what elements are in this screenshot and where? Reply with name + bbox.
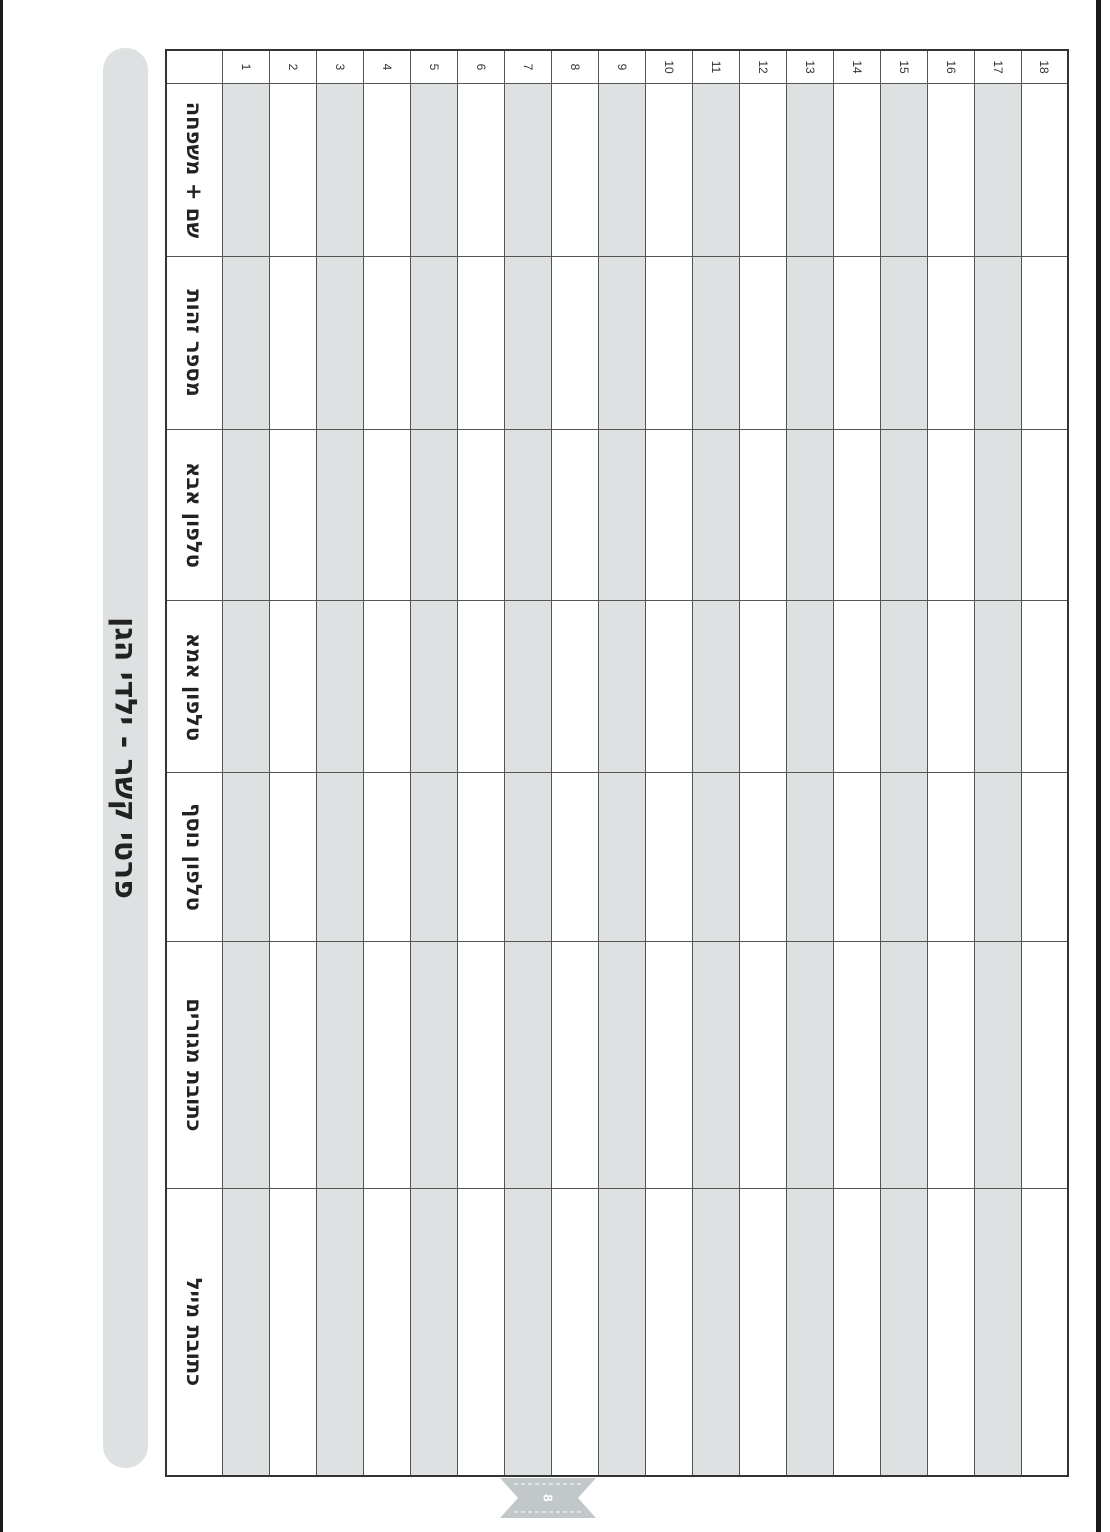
row-number: 13 <box>802 60 817 74</box>
entry-cell[interactable] <box>1021 773 1068 942</box>
row-number-cell <box>1021 50 1068 84</box>
entry-cell[interactable] <box>1021 601 1068 773</box>
row-number-cell <box>504 50 551 84</box>
entry-cell[interactable] <box>739 257 786 430</box>
entry-cell[interactable] <box>363 257 410 430</box>
row-number: 1 <box>238 63 253 71</box>
entry-cell[interactable] <box>504 942 551 1189</box>
row-number-cell <box>551 50 598 84</box>
row-number-cell <box>786 50 833 84</box>
entry-cell[interactable] <box>551 430 598 601</box>
entry-cell[interactable] <box>880 601 927 773</box>
page-number: 8 <box>540 1494 556 1502</box>
entry-cell[interactable] <box>598 1189 645 1477</box>
entry-cell[interactable] <box>363 773 410 942</box>
column-header-cell <box>166 942 222 1189</box>
entry-cell[interactable] <box>269 601 316 773</box>
entry-cell[interactable] <box>457 942 504 1189</box>
entry-cell[interactable] <box>410 1189 457 1477</box>
entry-cell[interactable] <box>457 84 504 257</box>
entry-cell[interactable] <box>833 942 880 1189</box>
entry-cell[interactable] <box>363 1189 410 1477</box>
entry-cell[interactable] <box>692 942 739 1189</box>
entry-cell[interactable] <box>410 942 457 1189</box>
entry-cell[interactable] <box>316 601 363 773</box>
row-number: 17 <box>990 60 1005 74</box>
entry-cell[interactable] <box>645 942 692 1189</box>
entry-cell[interactable] <box>457 257 504 430</box>
row-number-cell <box>410 50 457 84</box>
entry-cell[interactable] <box>1021 430 1068 601</box>
entry-cell[interactable] <box>739 430 786 601</box>
contact-table-wrapper <box>165 49 1067 1467</box>
row-number: 8 <box>567 63 582 71</box>
entry-cell[interactable] <box>739 773 786 942</box>
column-header-cell <box>166 1189 222 1477</box>
entry-cell[interactable] <box>692 601 739 773</box>
entry-cell[interactable] <box>269 84 316 257</box>
entry-cell[interactable] <box>692 1189 739 1477</box>
entry-cell[interactable] <box>551 1189 598 1477</box>
entry-cell[interactable] <box>974 84 1021 257</box>
entry-cell[interactable] <box>833 1189 880 1477</box>
row-number: 10 <box>661 60 676 74</box>
entry-cell[interactable] <box>833 430 880 601</box>
row-number: 14 <box>849 60 864 74</box>
entry-cell[interactable] <box>786 601 833 773</box>
entry-cell[interactable] <box>457 430 504 601</box>
row-number-strip <box>166 50 1068 84</box>
entry-cell[interactable] <box>504 257 551 430</box>
row-number: 4 <box>379 63 394 71</box>
entry-cell[interactable] <box>833 257 880 430</box>
entry-cell[interactable] <box>692 773 739 942</box>
column-header-cell <box>166 773 222 942</box>
entry-cell[interactable] <box>598 430 645 601</box>
entry-cell[interactable] <box>222 430 269 601</box>
column-header-cell <box>166 430 222 601</box>
entry-cell[interactable] <box>927 257 974 430</box>
entry-cell[interactable] <box>504 601 551 773</box>
entry-cell[interactable] <box>551 942 598 1189</box>
entry-cell[interactable] <box>645 1189 692 1477</box>
entry-cell[interactable] <box>645 601 692 773</box>
row-number-cell <box>457 50 504 84</box>
row-number-cell <box>645 50 692 84</box>
entry-cell[interactable] <box>786 942 833 1189</box>
entry-cell[interactable] <box>833 773 880 942</box>
entry-cell[interactable] <box>269 942 316 1189</box>
entry-cell[interactable] <box>363 601 410 773</box>
entry-cell[interactable] <box>974 601 1021 773</box>
entry-cell[interactable] <box>927 601 974 773</box>
field-row <box>166 257 1068 430</box>
entry-cell[interactable] <box>410 84 457 257</box>
entry-cell[interactable] <box>927 84 974 257</box>
row-number-cell <box>880 50 927 84</box>
entry-cell[interactable] <box>786 84 833 257</box>
entry-cell[interactable] <box>880 773 927 942</box>
entry-cell[interactable] <box>222 257 269 430</box>
entry-cell[interactable] <box>551 257 598 430</box>
entry-cell[interactable] <box>504 430 551 601</box>
row-number-cell <box>833 50 880 84</box>
entry-cell[interactable] <box>833 84 880 257</box>
entry-cell[interactable] <box>598 773 645 942</box>
entry-cell[interactable] <box>504 84 551 257</box>
row-number: 3 <box>332 63 347 71</box>
contact-table <box>165 49 1069 1477</box>
entry-cell[interactable] <box>927 942 974 1189</box>
entry-cell[interactable] <box>316 257 363 430</box>
entry-cell[interactable] <box>786 773 833 942</box>
entry-cell[interactable] <box>222 773 269 942</box>
field-row <box>166 942 1068 1189</box>
page-right-border <box>1096 0 1101 1532</box>
entry-cell[interactable] <box>457 601 504 773</box>
row-number: 2 <box>285 63 300 71</box>
entry-cell[interactable] <box>786 430 833 601</box>
entry-cell[interactable] <box>457 1189 504 1477</box>
entry-cell[interactable] <box>739 84 786 257</box>
row-number-cell <box>974 50 1021 84</box>
entry-cell[interactable] <box>927 430 974 601</box>
page-title: פרטי קשר - ילדי הגן <box>107 617 143 899</box>
entry-cell[interactable] <box>974 257 1021 430</box>
entry-cell[interactable] <box>645 773 692 942</box>
column-header-label: כתובת מייל <box>182 1277 207 1387</box>
entry-cell[interactable] <box>457 773 504 942</box>
row-number: 18 <box>1037 60 1052 74</box>
entry-cell[interactable] <box>551 84 598 257</box>
corner-cell <box>166 50 222 84</box>
entry-cell[interactable] <box>222 1189 269 1477</box>
entry-cell[interactable] <box>363 84 410 257</box>
entry-cell[interactable] <box>927 1189 974 1477</box>
entry-cell[interactable] <box>410 773 457 942</box>
entry-cell[interactable] <box>1021 257 1068 430</box>
entry-cell[interactable] <box>974 773 1021 942</box>
column-header-cell <box>166 84 222 257</box>
entry-cell[interactable] <box>410 430 457 601</box>
entry-cell[interactable] <box>645 257 692 430</box>
entry-cell[interactable] <box>1021 1189 1068 1477</box>
entry-cell[interactable] <box>786 257 833 430</box>
entry-cell[interactable] <box>316 773 363 942</box>
page-left-border <box>0 0 3 1532</box>
entry-cell[interactable] <box>269 430 316 601</box>
row-number-cell <box>222 50 269 84</box>
entry-cell[interactable] <box>739 1189 786 1477</box>
column-header-label: טלפון אמא <box>182 632 207 741</box>
entry-cell[interactable] <box>645 430 692 601</box>
entry-cell[interactable] <box>598 601 645 773</box>
field-row <box>166 601 1068 773</box>
entry-cell[interactable] <box>551 601 598 773</box>
entry-cell[interactable] <box>598 942 645 1189</box>
entry-cell[interactable] <box>880 257 927 430</box>
row-number-cell <box>363 50 410 84</box>
column-header-label: טלפון נוסף <box>182 803 207 911</box>
column-header-label: כתובת מגורים <box>182 998 207 1132</box>
row-number: 12 <box>755 60 770 74</box>
entry-cell[interactable] <box>927 773 974 942</box>
entry-cell[interactable] <box>739 942 786 1189</box>
row-number: 7 <box>520 63 535 71</box>
entry-cell[interactable] <box>222 84 269 257</box>
row-number: 16 <box>943 60 958 74</box>
row-number-cell <box>927 50 974 84</box>
row-number-cell <box>692 50 739 84</box>
entry-cell[interactable] <box>880 1189 927 1477</box>
row-number-cell <box>598 50 645 84</box>
entry-cell[interactable] <box>598 257 645 430</box>
row-number: 9 <box>614 63 629 71</box>
field-row <box>166 1189 1068 1477</box>
entry-cell[interactable] <box>974 430 1021 601</box>
entry-cell[interactable] <box>316 942 363 1189</box>
row-number: 5 <box>426 63 441 71</box>
entry-cell[interactable] <box>833 601 880 773</box>
entry-cell[interactable] <box>692 84 739 257</box>
row-number: 15 <box>896 60 911 74</box>
column-header-cell <box>166 601 222 773</box>
field-row <box>166 430 1068 601</box>
entry-cell[interactable] <box>222 942 269 1189</box>
entry-cell[interactable] <box>974 942 1021 1189</box>
entry-cell[interactable] <box>1021 84 1068 257</box>
entry-cell[interactable] <box>551 773 598 942</box>
entry-cell[interactable] <box>316 430 363 601</box>
row-number-cell <box>739 50 786 84</box>
entry-cell[interactable] <box>269 257 316 430</box>
entry-cell[interactable] <box>880 942 927 1189</box>
entry-cell[interactable] <box>645 84 692 257</box>
entry-cell[interactable] <box>692 257 739 430</box>
entry-cell[interactable] <box>504 773 551 942</box>
entry-cell[interactable] <box>786 1189 833 1477</box>
column-header-label: שם + משפחה <box>182 101 207 239</box>
entry-cell[interactable] <box>880 430 927 601</box>
entry-cell[interactable] <box>598 84 645 257</box>
entry-cell[interactable] <box>222 601 269 773</box>
entry-cell[interactable] <box>504 1189 551 1477</box>
entry-cell[interactable] <box>692 430 739 601</box>
row-number: 11 <box>708 60 723 74</box>
column-header-cell <box>166 257 222 430</box>
field-row <box>166 84 1068 257</box>
row-number: 6 <box>473 63 488 71</box>
row-number-cell <box>316 50 363 84</box>
entry-cell[interactable] <box>880 84 927 257</box>
entry-cell[interactable] <box>363 942 410 1189</box>
entry-cell[interactable] <box>410 257 457 430</box>
field-row <box>166 773 1068 942</box>
row-number-cell <box>269 50 316 84</box>
entry-cell[interactable] <box>1021 942 1068 1189</box>
entry-cell[interactable] <box>363 430 410 601</box>
entry-cell[interactable] <box>974 1189 1021 1477</box>
column-header-label: טלפון אבא <box>182 462 207 568</box>
entry-cell[interactable] <box>316 84 363 257</box>
entry-cell[interactable] <box>316 1189 363 1477</box>
entry-cell[interactable] <box>269 1189 316 1477</box>
entry-cell[interactable] <box>269 773 316 942</box>
column-header-label: מספר זהות <box>182 289 207 397</box>
entry-cell[interactable] <box>410 601 457 773</box>
entry-cell[interactable] <box>739 601 786 773</box>
